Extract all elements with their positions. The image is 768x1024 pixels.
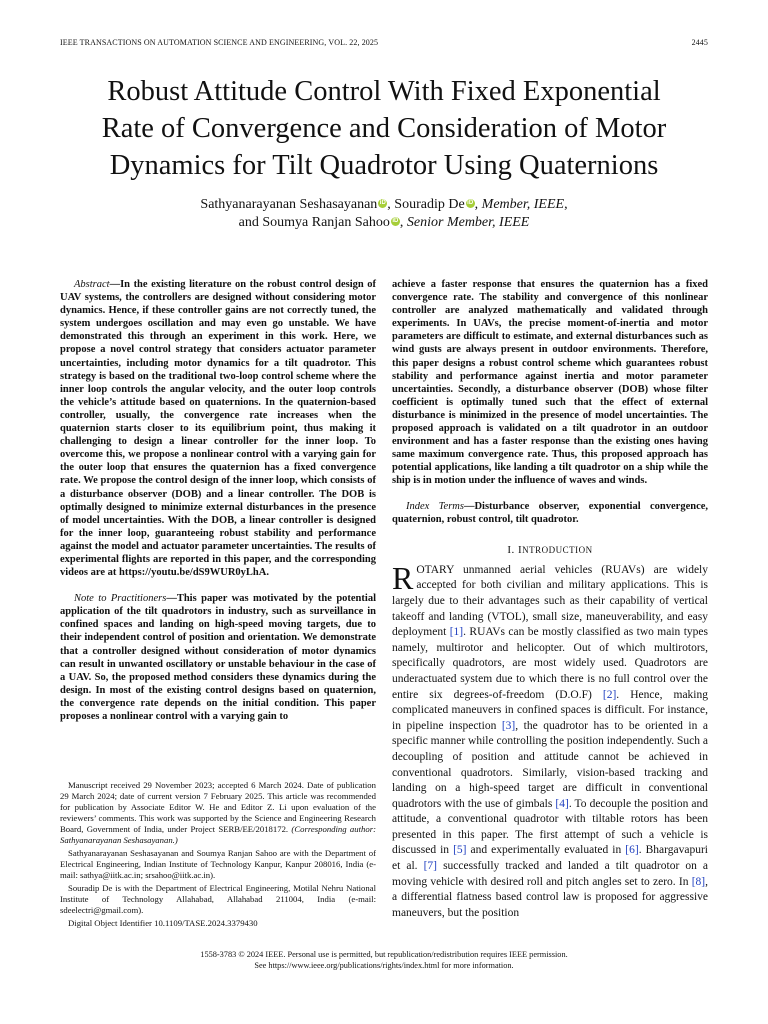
- citation-link[interactable]: [8]: [691, 875, 706, 888]
- abstract-text: In the existing literature on the robust control design of UAV systems, the controllers are designed without considering motor dynamics. Hence, if these controller gains are not correctly tuned, the system undergoes oscillation and may even go unstable. We have demonstrated this through an experiment in this work. Here, we propose a novel control strategy that considers actuator parameter uncertainties, including motor dynamics for a tilt quadrotor. This strategy is based on the traditional two-loop control scheme where the inner loop controls the angular velocity, and the outer loop controls the vehicle’s attitude based on quaternions. In the quaternion-based controller, usually, the convergence rate increases when the quaternion starts closer to its equilibrium point, thus making it challenging to design a linear controller for the inner loop. To overcome this, we propose a nonlinear control with a varying gain for the outer loop that ensures the quaternion has a fixed convergence rate. We propose the control design of the inner loop, which consists of a disturbance observer (DOB) and a linear controller. The DOB is optimally designed to minimize external disturbances in the presence of model uncertainties. With the DOB, a linear controller is designed for the inner loop, guaranteeing robust stability and performance against the model and actuator parameter uncertainties. The results of experimental flights are reported in this paper, and the corresponding videos are at https://youtu.be/dS9WUR0yLhA.: [60, 279, 376, 579]
- drop-cap: R: [392, 559, 414, 596]
- citation-link[interactable]: [5]: [453, 844, 467, 857]
- footnotes: [60, 780, 376, 931]
- paper-title: [40, 73, 728, 184]
- left-column: [60, 278, 376, 723]
- author-role: Member, IEEE: [481, 197, 565, 212]
- running-header: [60, 38, 708, 50]
- citation-link[interactable]: [7]: [423, 860, 438, 873]
- index-terms-text: Disturbance observer, exponential convergence, quaternion, robust control, tilt quadrotor.: [392, 500, 709, 525]
- orcid-icon[interactable]: iD: [392, 218, 399, 224]
- title-line: Rate of Convergence and Consideration of Motor: [101, 113, 667, 144]
- author-role: Senior Member, IEEE: [406, 215, 530, 230]
- intro-paragraph: ROTARY unmanned aerial vehicles (RUAVs) are widely accepted for both civilian and military applications. This is largely due to their advantages such as their capability of vertical takeoff and landing (VTOL), small size, maneuverability, and easy deployment [1]. RUAVs can be mostly classified as two main types namely, multirotor and helicopter. Out of which multirotors, specifically quadrotors, are most widely used. Quadrotors are underactuated system due to which there is no full control over the entire six degrees-of-freedom (D.O.F) [2]. Hence, making complicated maneuvers in confined spaces is difficult. For instance, in pipeline inspection [3], the quadrotor has to be oriented in a specific manner while controlling the position independently. Such a decoupling of position and attitude cannot be achieved in conventional quadrotors. Similarly, vision-based tracking and landing on a high-speed target are difficult in conventional quadrotors with the use of gimbals [4]. To decouple the position and attitude, a conventional quadrotor with tiltable rotors has been presented in this paper. The first attempt of such a vehicle is discussed in [5] and experimentally evaluated in [6]. Bhargavapuri et al. [7] successfully tracked and landed a tilt quadrotor on a moving vehicle with desired roll and pitch angles set to zero. In [8], a differential flatness based control law is proposed for aggressive maneuvers, but the position: [392, 559, 708, 919]
- author-list: Sathyanarayanan Seshasayanan iD , Souradip De iD , Member, IEEE, and Soumya Ranjan Sahoo iD , Senior Member, IEEE: [200, 197, 568, 230]
- rights-link: See https://www.ieee.org/publications/rights/index.html for more information.: [254, 961, 514, 970]
- copyright-notice: [40, 949, 728, 971]
- index-terms-label: Index Terms: [406, 500, 464, 512]
- note-to-practitioners: Note to Practitioners—This paper was motivated by the potential application of the tilt quadrotors in industry, such as surveillance in confined spaces and landing on high-speed moving targets, due to their independent control of position and orientation. We demonstrate that a controller designed without consideration of motor dynamics can result in unwanted oscillatory or unstable behaviour in the case of a UAV. So, the proposed method considers these dynamics during the design. In most of the existing control designs based on quaternion, the convergence rate depends on the initial condition. This paper proposes a nonlinear control with a varying gain to: [60, 593, 376, 722]
- footnote-affiliation: Sathyanarayanan Seshasayanan and Soumya Ranjan Sahoo are with the Department of Electrical Engineering, Indian Institute of Technology Kanpur, Kanpur 208016, India (e-mail: sathya@iitk.ac.in; srsahoo@iitk.ac.in).: [60, 848, 376, 880]
- citation-link[interactable]: [2]: [602, 688, 617, 701]
- abstract: Abstract—In the existing literature on the robust control design of UAV systems, the controllers are designed without considering motor dynamics. Hence, if these controller gains are not correctly tuned, the system undergoes oscillation and may even go unstable. We have demonstrated this through an experiment in this work. Here, we propose a novel control strategy that considers actuator parameter uncertainties, including motor dynamics for a tilt quadrotor. This strategy is based on the traditional two-loop control scheme where the inner loop controls the angular velocity, and the outer loop controls the vehicle’s attitude based on quaternions. In the quaternion-based controller, usually, the convergence rate increases when the quaternion starts closer to its equilibrium point, thus making it challenging to design a linear controller for the inner loop. To overcome this, we propose a nonlinear control with a varying gain for the outer loop that ensures the quaternion has a fixed convergence rate. We propose the control design of the inner loop, which consists of a disturbance observer (DOB) and a linear controller. The DOB is optimally designed to minimize external disturbances in the presence of model uncertainties. With the DOB, a linear controller is designed for the inner loop, guaranteeing robust stability and performance against the model and actuator parameter uncertainties. The results of experimental flights are reported in this paper, and the corresponding videos are at https://youtu.be/dS9WUR0yLhA.: [60, 279, 376, 579]
- footnote-manuscript: Manuscript received 29 November 2023; accepted 6 March 2024. Date of publication 29 March 2024; date of current version 7 February 2025. This article was recommended for publication by Associate Editor W. He and Editor Z. Li upon evaluation of the reviewers’ comments. This work was supported by the Science and Engineering Research Board, Government of India, under Project SERB/EE/2018172. (Corresponding author: Sathyanarayanan Seshasayanan.): [60, 780, 376, 845]
- footnote-doi: Digital Object Identifier 10.1109/TASE.2024.3379430: [68, 918, 258, 928]
- section-heading: I. INTRODUCTION: [507, 543, 593, 556]
- journal-name: IEEE TRANSACTIONS ON AUTOMATION SCIENCE AND ENGINEERING, VOL. 22, 2025: [60, 38, 379, 47]
- author-name: Sathyanarayanan Seshasayanan: [200, 197, 378, 212]
- ntp-continued: achieve a faster response that ensures the quaternion has a fixed convergence rate. The stability and convergence of this nonlinear controller are analyzed mathematically and validated through experiments. In UAVs, the precise moment-of-inertia and motor parameters are difficult to estimate, and external disturbances such as wind gusts are always present in outdoor environments. Therefore, this paper designs a robust control scheme which guarantees robust stability and performance against inertia and motor parameter uncertainties. Secondly, a disturbance observer (DOB) whose filter coefficient is optimally tuned such that the effect of external disturbance is minimized in the presence of model uncertainties. The proposed approach is validated on a tilt quadrotor in an outdoor environment and has a faster response than the existing ones having same maximum convergence rate. Thus, this proposed approach has potential applications, like landing a tilt quadrotor on a ship while the ship is in motion under the influence of waves and winds.: [392, 279, 708, 487]
- abstract-label: Abstract: [74, 279, 110, 290]
- citation-link[interactable]: [4]: [555, 797, 569, 810]
- footnote-affiliation: Souradip De is with the Department of Electrical Engineering, Motilal Nehru National Institute of Technology Allahabad, Allahabad 211004, India (e-mail: sdeelectri@gmail.com).: [60, 883, 376, 915]
- title-line: Dynamics for Tilt Quadrotor Using Quaternions: [109, 150, 659, 181]
- page-number: 2445: [691, 38, 708, 47]
- author-name: Soumya Ranjan Sahoo: [262, 215, 390, 230]
- orcid-icon[interactable]: iD: [379, 200, 386, 206]
- ntp-label: Note to Practitioners: [74, 593, 167, 605]
- citation-link[interactable]: [6]: [625, 844, 639, 857]
- index-terms: Index Terms—Disturbance observer, exponential convergence, quaternion, robust control, tilt quadrotor.: [392, 500, 709, 525]
- right-column: [392, 278, 708, 921]
- ntp-text: This paper was motivated by the potential application of the tilt quadrotors in industry, such as surveillance in confined spaces and landing on high-speed moving targets, due to their independent control of position and orientation. We demonstrate that a controller designed without consideration of motor dynamics can result in unwanted oscillatory or unstable behaviour in the case of a UAV. So, the proposed method considers these dynamics during the design. In most of the existing control designs based on quaternion, the convergence rate depends on the initial condition. This paper proposes a nonlinear control with a varying gain to: [60, 593, 376, 722]
- author-name: Souradip De: [394, 197, 465, 212]
- orcid-icon[interactable]: iD: [467, 200, 474, 206]
- citation-link[interactable]: [3]: [501, 719, 516, 732]
- title-line: Robust Attitude Control With Fixed Exponential: [107, 76, 661, 107]
- citation-link[interactable]: [1]: [449, 626, 464, 639]
- copyright-line: 1558-3783 © 2024 IEEE. Personal use is permitted, but republication/redistribution requires IEEE permission.: [200, 950, 568, 959]
